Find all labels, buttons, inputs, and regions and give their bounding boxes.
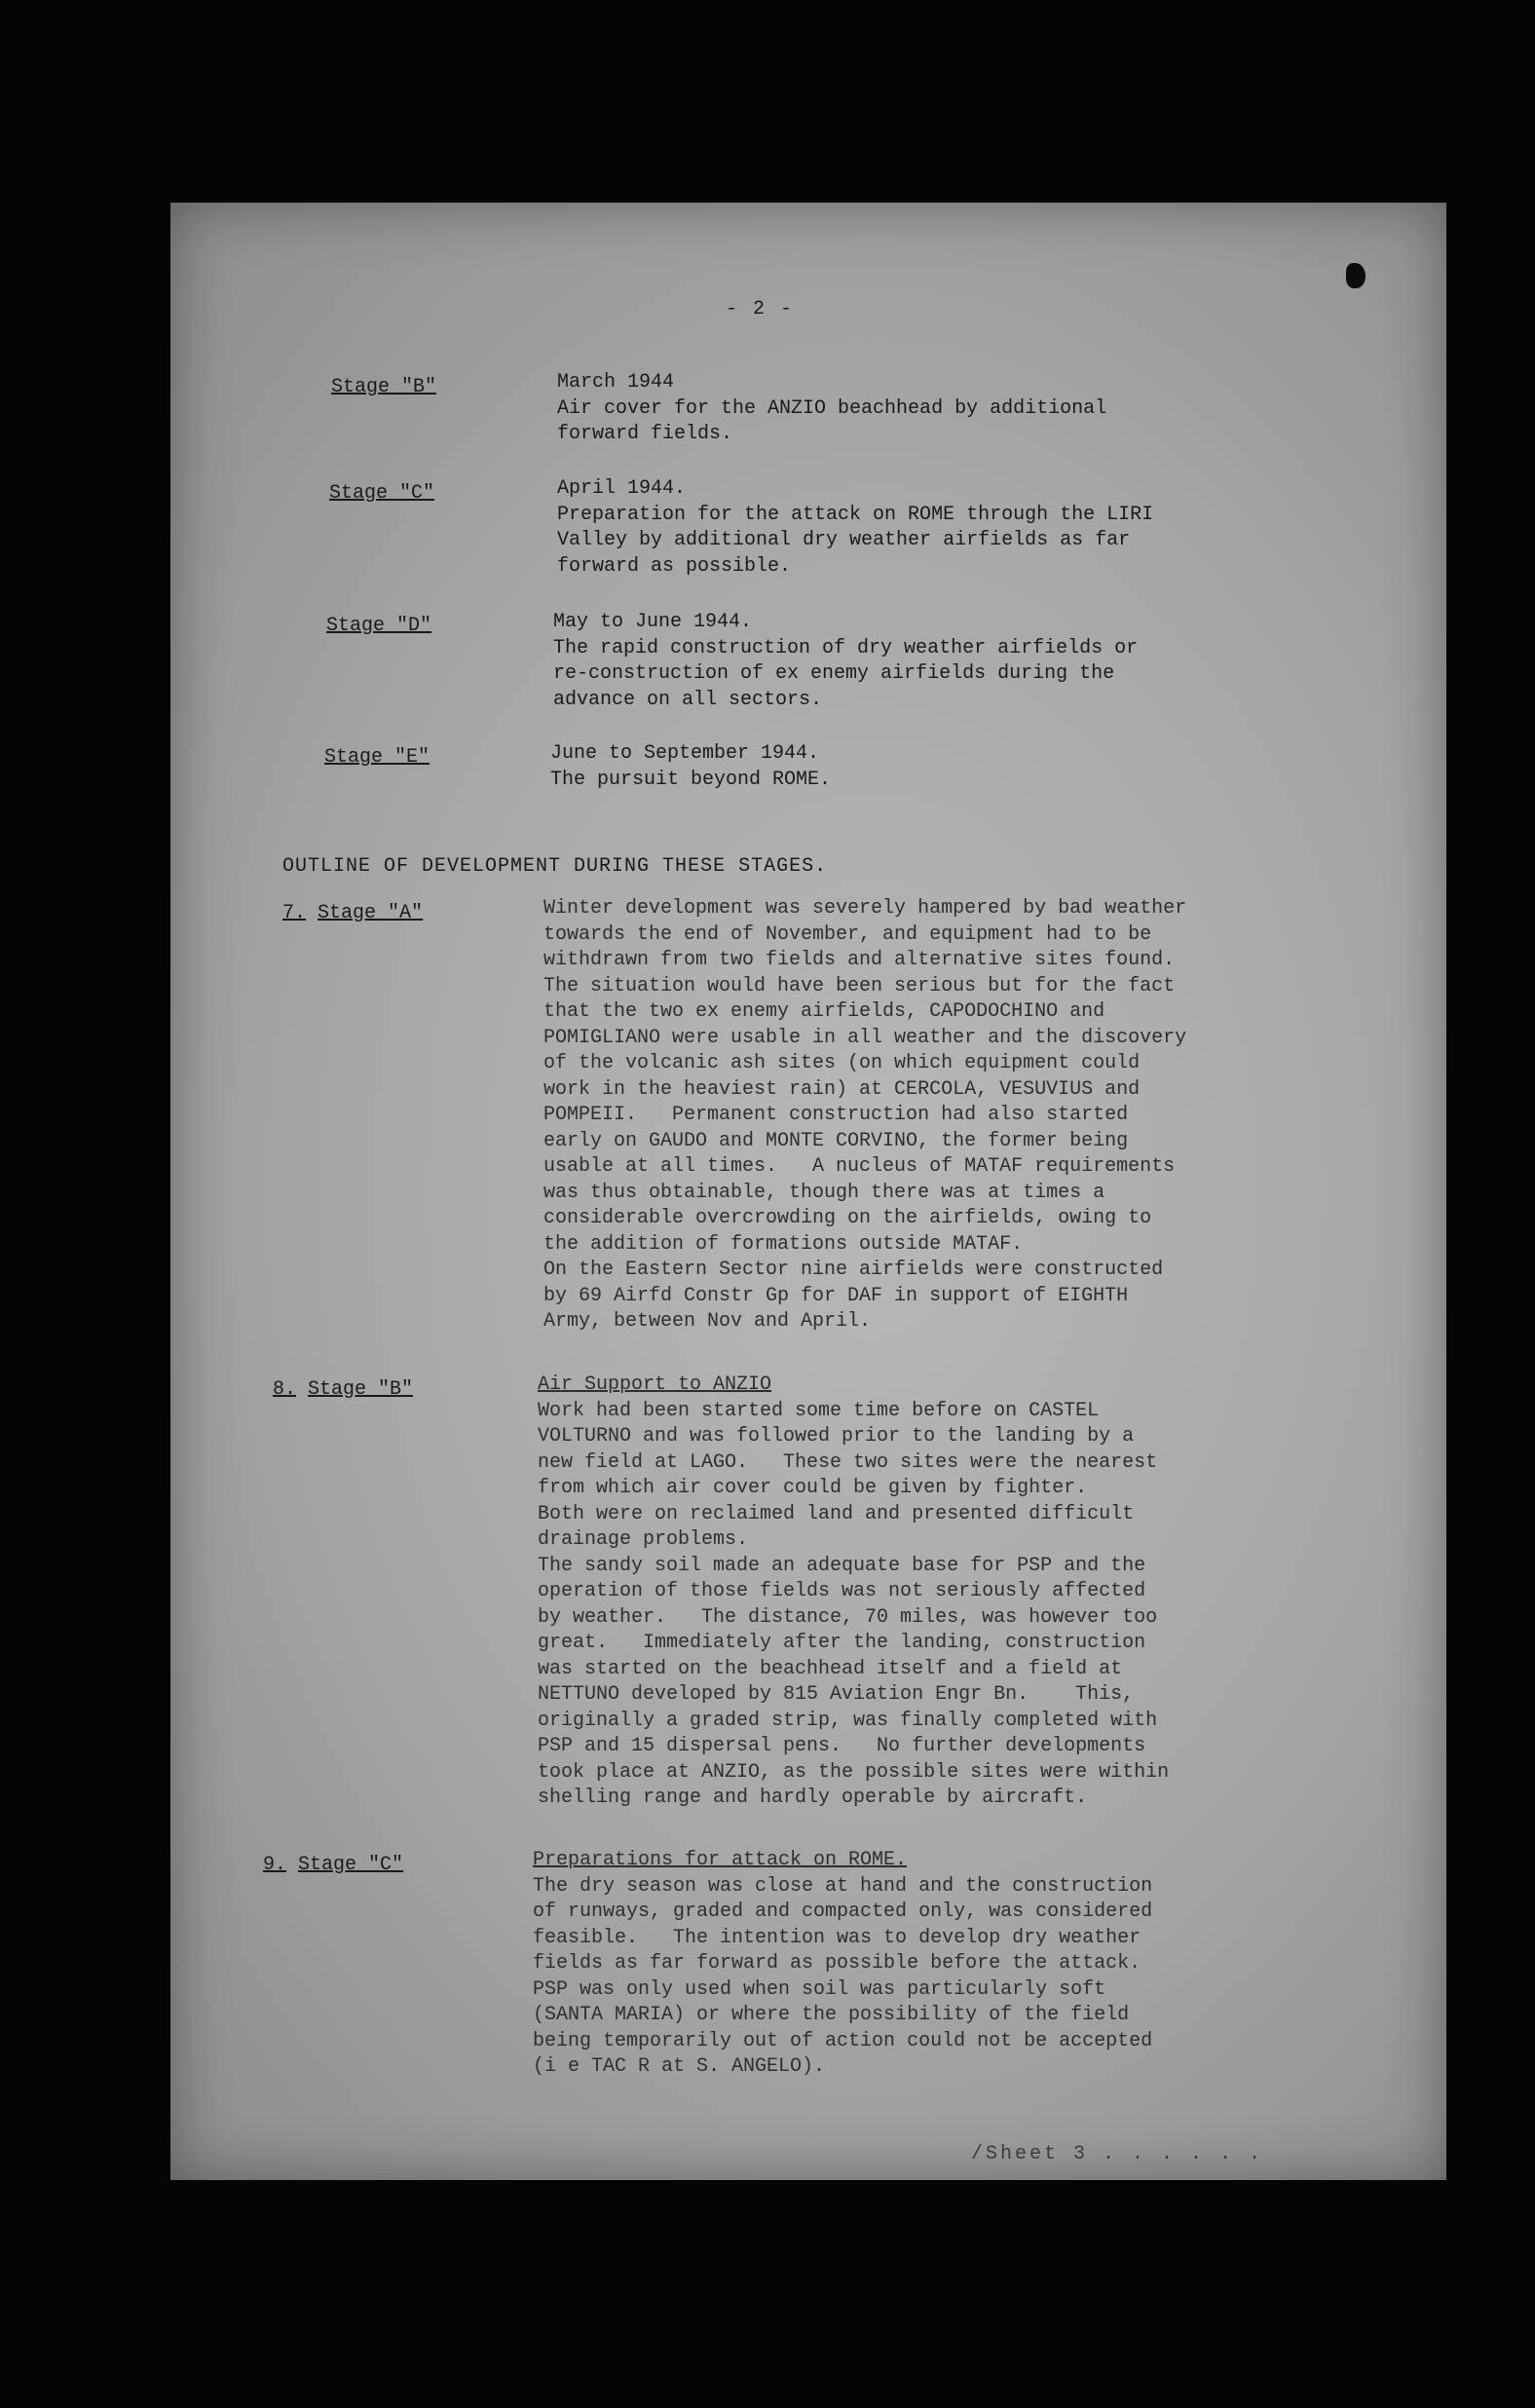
paragraph-stage: Stage "C" (298, 1854, 404, 1876)
stage-description (553, 610, 1138, 713)
paragraph-body (538, 1373, 1169, 1812)
paragraph-number: 9. (263, 1854, 287, 1876)
paragraph-number: 7. (282, 902, 307, 924)
continuation-note: /Sheet 3 . . . . . . (971, 2143, 1264, 2165)
stage-text: Preparation for the attack on ROME through the LIRI Valley by additional dry weather airfields as far forward as possible. (557, 503, 1154, 578)
stage-label: Stage "E" (324, 746, 431, 769)
paragraph-number: 8. (273, 1378, 297, 1401)
paragraph-label (282, 902, 423, 924)
page-number: - 2 - (726, 298, 795, 320)
stage-label: Stage "B" (331, 376, 437, 398)
paragraph-text: Work had been started some time before on CASTEL VOLTURNO and was followed prior to the landing by a new field at LAGO. These two sites were the nearest from which air cover could be given by fighter. Both were on reclaimed land and presented difficult drainage problems. The sandy soil made an adequate base for PSP and the operation of those fields was not seriously affected by weather. The distance, 70 miles, was however too great. Immediately after the landing, construction was started on the beachhead itself and a field at NETTUNO developed by 815 Aviation Engr Bn. This, originally a graded strip, was finally completed with PSP and 15 dispersal pens. No further developments took place at ANZIO, as the possible sites were within shelling range and hardly operable by aircraft. (538, 1399, 1170, 1809)
stage-label: Stage "C" (329, 482, 435, 505)
section-heading: OUTLINE OF DEVELOPMENT DURING THESE STAGES. (282, 855, 828, 878)
paragraph-text: The dry season was close at hand and the construction of runways, graded and compacted only, was considered feasible. The intention was to develop dry weather fields as far forward as possible before the attack. PSP was only used when soil was particularly soft (SANTA MARIA) or where the possibility of the field being temporarily out of action could not be accepted (i e TAC R at S. ANGELO). (533, 1874, 1153, 2078)
paragraph-stage: Stage "A" (318, 902, 424, 924)
stage-text: The rapid construction of dry weather airfields or re-construction of ex enemy airfields during the advance on all sectors. (553, 636, 1139, 711)
stage-label: Stage "D" (326, 615, 432, 637)
paragraph-label (273, 1378, 413, 1401)
paragraph-stage: Stage "B" (308, 1378, 414, 1401)
stage-date: June to September 1944. (550, 742, 820, 765)
stage-date: April 1944. (557, 477, 687, 500)
stage-description (557, 370, 1106, 448)
paragraph-text: Winter development was severely hampered by bad weather towards the end of November, and equipment had to be withdrawn from two fields and alternative sites found. The situation would have been serious but for the fact that the two ex enemy airfields, CAPODOCHINO and POMIGLIANO were usable in all weather and the discovery of the volcanic ash sites (on which equipment could work in the heaviest rain) at CERCOLA, VESUVIUS and POMPEII. Permanent construction had also started early on GAUDO and MONTE CORVINO, the former being usable at all times. A nucleus of MATAF requirements was thus obtainable, though there was at times a considerable overcrowding on the airfields, owing to the addition of formations outside MATAF. On the Eastern Sector nine airfields were constructed by 69 Airfd Constr Gp for DAF in support of EIGHTH Army, between Nov and April. (543, 897, 1187, 1333)
stage-description (557, 476, 1153, 580)
stage-date: March 1944 (557, 371, 675, 394)
paragraph-heading: Air Support to ANZIO (538, 1373, 772, 1396)
binding-hole-mark (1346, 263, 1366, 288)
paragraph-body (533, 1848, 1152, 2081)
stage-description (550, 741, 831, 793)
paragraph-heading: Preparations for attack on ROME. (533, 1849, 908, 1871)
document-page (170, 203, 1446, 2180)
stage-date: May to June 1944. (553, 611, 753, 633)
stage-text: Air cover for the ANZIO beachhead by additional forward fields. (557, 396, 1107, 445)
stage-text: The pursuit beyond ROME. (550, 768, 832, 791)
paragraph-label (263, 1854, 403, 1876)
